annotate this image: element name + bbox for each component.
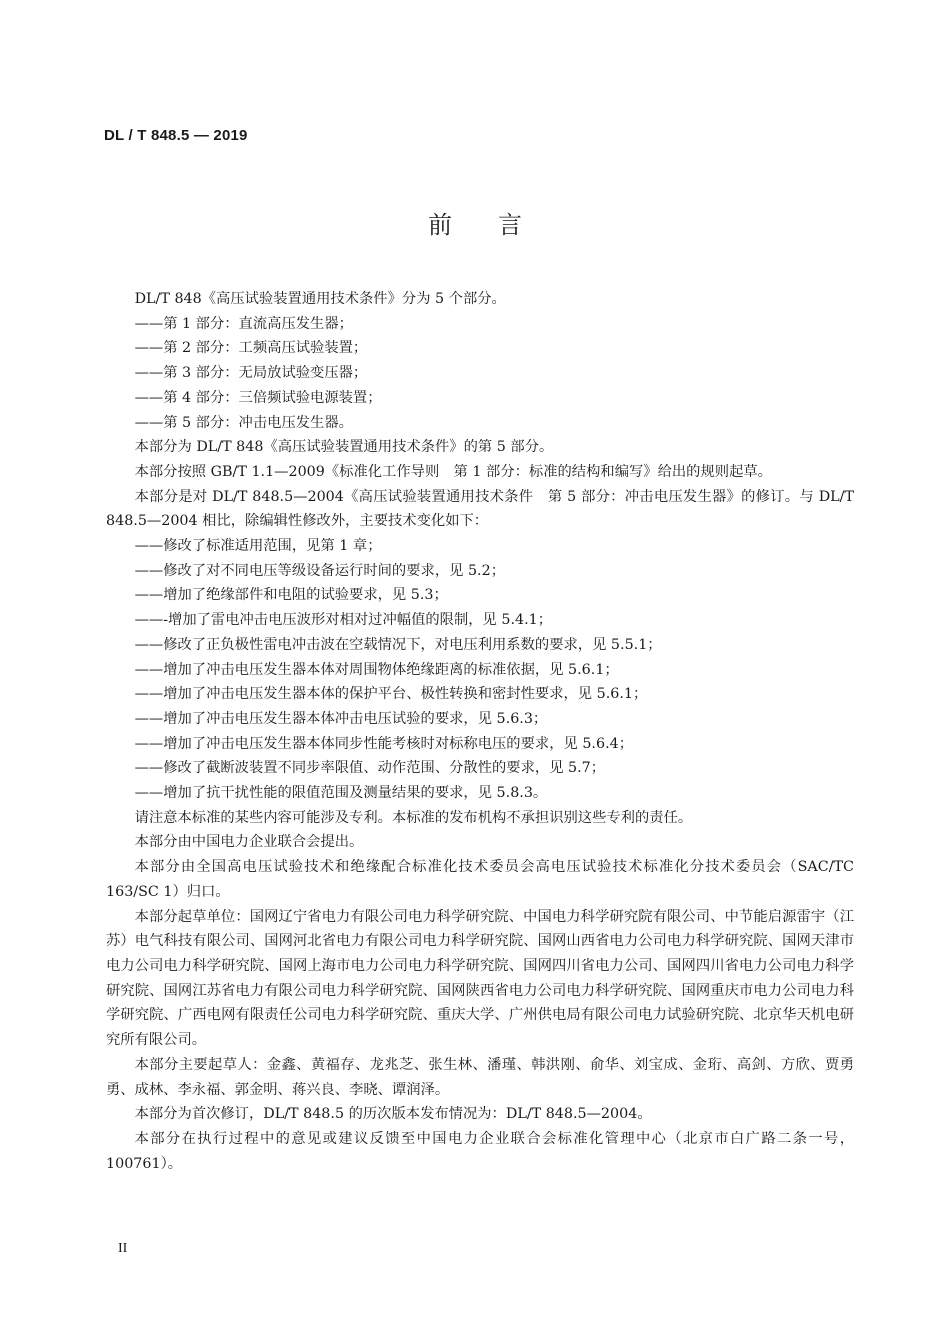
list-item-part-2: ——第 2 部分：工频高压试验装置； (134, 340, 368, 357)
document-header-code: DL / T 848.5 — 2019 (104, 127, 248, 144)
list-item-change: ——增加了绝缘部件和电阻的试验要求，见 5.3； (134, 587, 448, 604)
list-item-change: ——修改了对不同电压等级设备运行时间的要求，见 5.2； (134, 562, 505, 579)
paragraph-revision: 本部分是对 DL/T 848.5—2004《高压试验装置通用技术条件 第 5 部分：冲击电压发生器》的修订。与 DL/T 848.5—2004 相比，除编辑性修改外，主要技术变化如下： (106, 488, 854, 530)
list-item-change: ——增加了冲击电压发生器本体冲击电压试验的要求，见 5.6.3； (134, 710, 548, 727)
list-item-part-5: ——第 5 部分：冲击电压发生器。 (134, 414, 353, 431)
list-item-change: ——增加了抗干扰性能的限值范围及测量结果的要求，见 5.8.3。 (134, 785, 548, 802)
page-title: 前言 (428, 211, 568, 239)
paragraph-committee: 本部分由全国高电压试验技术和绝缘配合标准化技术委员会高电压试验技术标准化分技术委员会（SAC/TC 163/SC 1）归口。 (106, 859, 854, 900)
paragraph-drafting-rules: 本部分按照 GB/T 1.1—2009《标准化工作导则 第 1 部分：标准的结构和编写》给出的规则起草。 (134, 463, 772, 480)
list-item-change: ——增加了冲击电压发生器本体对周围物体绝缘距离的标准依据，见 5.6.1； (134, 661, 619, 678)
paragraph-patent-notice: 请注意本标准的某些内容可能涉及专利。本标准的发布机构不承担识别这些专利的责任。 (134, 809, 693, 826)
foreword-body (106, 287, 854, 1176)
list-item-change: ——-增加了雷电冲击电压波形对相对过冲幅值的限制，见 5.4.1； (134, 612, 553, 629)
page-number: II (118, 1241, 128, 1256)
list-item-change: ——修改了截断波装置不同步率限值、动作范围、分散性的要求，见 5.7； (134, 760, 606, 777)
paragraph-drafters: 本部分主要起草人：金鑫、黄福存、龙兆芝、张生林、潘瑾、韩洪刚、俞华、刘宝成、金珩、高剑、方欣、贾勇勇、成林、李永福、郭金明、蒋兴良、李晓、谭润泽。 (106, 1056, 854, 1098)
list-item-part-3: ——第 3 部分：无局放试验变压器； (134, 365, 368, 382)
list-item-change: ——增加了冲击电压发生器本体同步性能考核时对标称电压的要求，见 5.6.4； (134, 735, 634, 752)
list-item-change: ——修改了标准适用范围，见第 1 章； (134, 538, 382, 555)
list-item-part-1: ——第 1 部分：直流高压发生器； (134, 315, 353, 332)
list-item-part-4: ——第 4 部分：三倍频试验电源装置； (134, 389, 382, 406)
paragraph-part-statement: 本部分为 DL/T 848《高压试验装置通用技术条件》的第 5 部分。 (134, 439, 554, 456)
list-item-change: ——增加了冲击电压发生器本体的保护平台、极性转换和密封性要求，见 5.6.1； (134, 686, 648, 703)
paragraph-drafting-units: 本部分起草单位：国网辽宁省电力有限公司电力科学研究院、中国电力科学研究院有限公司、中节能启源雷宇（江苏）电气科技有限公司、国网河北省电力有限公司电力科学研究院、国网山西省电力公司电力科学研究院、国网天津市电力公司电力科学研究院、国网上海市电力公司电力科学研究院、国网四川省电力公司、国网四川省电力公司电力科学研究院、国网江苏省电力有限公司电力科学研究院、国网陕西省电力公司电力科学研究院、国网重庆市电力公司电力科学研究院、广西电网有限责任公司电力科学研究院、重庆大学、广州供电局有限公司电力试验研究院、北京华天机电研究所有限公司。 (106, 908, 854, 1049)
paragraph-feedback: 本部分在执行过程中的意见或建议反馈至中国电力企业联合会标准化管理中心（北京市白广路二条一号，100761）。 (106, 1130, 854, 1172)
paragraph-version-history: 本部分为首次修订，DL/T 848.5 的历次版本发布情况为：DL/T 848.5—2004。 (134, 1106, 652, 1123)
list-item-change: ——修改了正负极性雷电冲击波在空载情况下，对电压利用系数的要求，见 5.5.1； (134, 636, 662, 653)
paragraph-intro: DL/T 848《高压试验装置通用技术条件》分为 5 个部分。 (134, 291, 506, 307)
paragraph-proposer: 本部分由中国电力企业联合会提出。 (134, 834, 364, 851)
